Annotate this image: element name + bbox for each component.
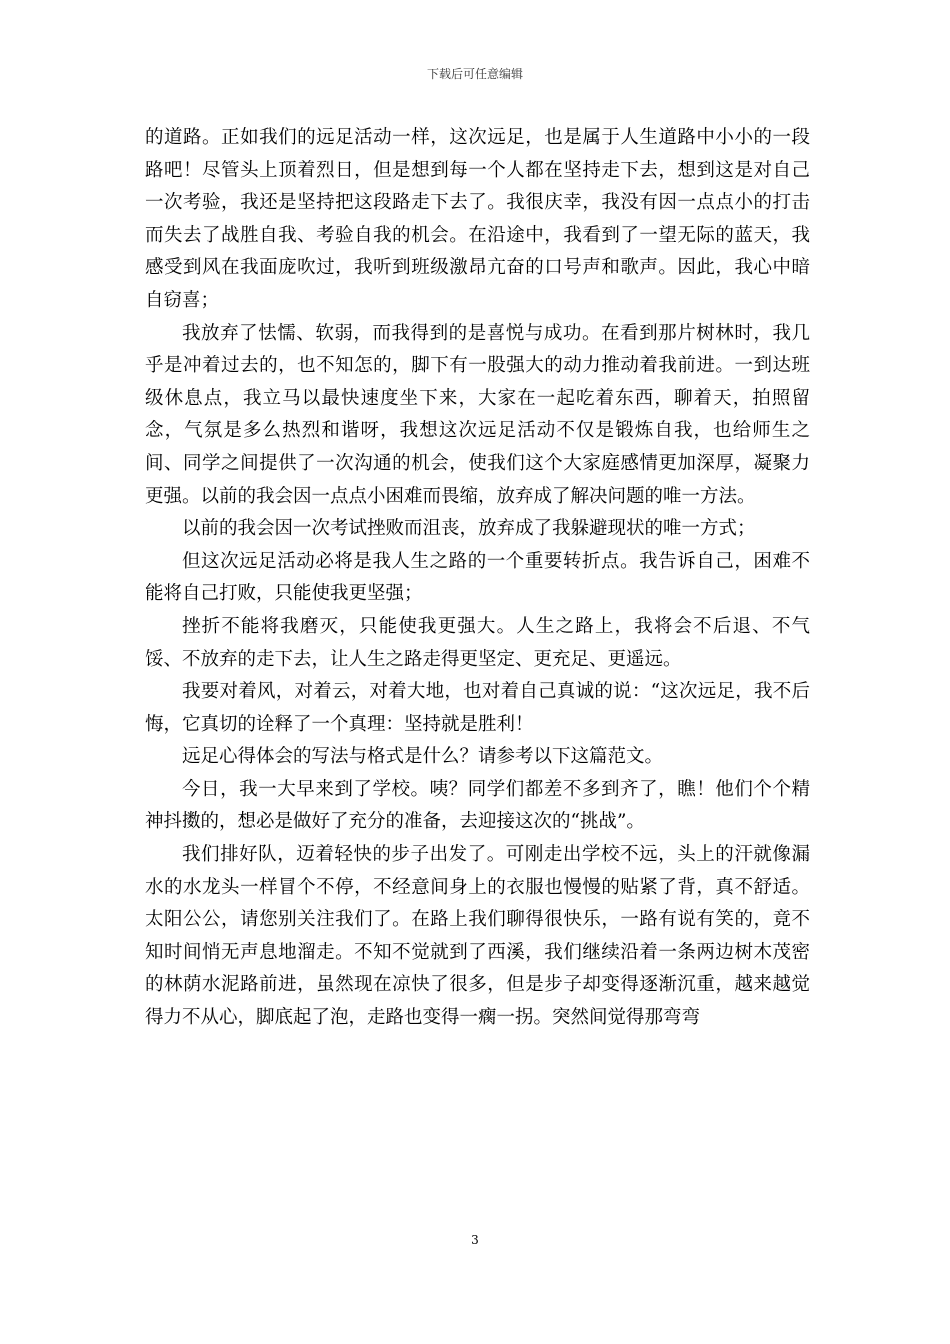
paragraph: 今日，我一大早来到了学校。咦？同学们都差不多到齐了，瞧！他们个个精神抖擞的，想必是做好了充分的准备，去迎接这次的“挑战”。 xyxy=(145,778,810,833)
paragraph: 的道路。正如我们的远足活动一样，这次远足，也是属于人生道路中小小的一段路吧！尽管头上顶着烈日，但是想到每一个人都在坚持走下去，想到这是对自己一次考验，我还是坚持把这段路走下去了。我很庆幸，我没有因一点点小的打击而失去了战胜自我、考验自我的机会。在沿途中，我看到了一望无际的蓝天，我感受到风在我面庞吹过，我听到班级激昂亢奋的口号声和歌声。因此，我心中暗自窃喜； xyxy=(145,127,810,311)
paragraph: 但这次远足活动必将是我人生之路的一个重要转折点。我告诉自己，困难不能将自己打败，只能使我更坚强； xyxy=(145,550,810,605)
page-number: 3 xyxy=(471,1233,479,1247)
paragraph: 我放弃了怯懦、软弱，而我得到的是喜悦与成功。在看到那片树林时，我几乎是冲着过去的，也不知怎的，脚下有一股强大的动力推动着我前进。一到达班级休息点，我立马以最快速度坐下来，大家在一起吃着东西，聊着天，拍照留念，气氛是多么热烈和谐呀，我想这次远足活动不仅是锻炼自我，也给师生之间、同学之间提供了一次沟通的机会，使我们这个大家庭感情更加深厚，凝聚力更强。以前的我会因一点点小困难而畏缩，放弃成了解决问题的唯一方法。 xyxy=(145,322,810,507)
document-body xyxy=(145,122,810,1035)
paragraph: 我要对着风，对着云，对着大地，也对着自己真诚的说：“这次远足，我不后悔，它真切的诠释了一个真理：坚持就是胜利！ xyxy=(145,681,810,735)
paragraph: 以前的我会因一次考试挫败而沮丧，放弃成了我躲避现状的唯一方式； xyxy=(182,518,756,540)
paragraph: 挫折不能将我磨灭，只能使我更强大。人生之路上，我将会不后退、不气馁、不放弃的走下去，让人生之路走得更坚定、更充足、更遥远。 xyxy=(145,615,810,670)
paragraph: 远足心得体会的写法与格式是什么？请参考以下这篇范文。 xyxy=(182,746,664,768)
paragraph: 我们排好队，迈着轻快的步子出发了。可刚走出学校不远，头上的汗就像漏水的水龙头一样冒个不停，不经意间身上的衣服也慢慢的贴紧了背，真不舒适。太阳公公，请您别关注我们了。在路上我们聊得很快乐，一路有说有笑的，竟不知时间悄无声息地溜走。不知不觉就到了西溪，我们继续沿着一条两边树木茂密的林荫水泥路前进，虽然现在凉快了很多，但是步子却变得逐渐沉重，越来越觉得力不从心，脚底起了泡，走路也变得一瘸一拐。突然间觉得那弯弯 xyxy=(145,844,810,1029)
page-header: 下载后可任意编辑 xyxy=(426,67,523,81)
